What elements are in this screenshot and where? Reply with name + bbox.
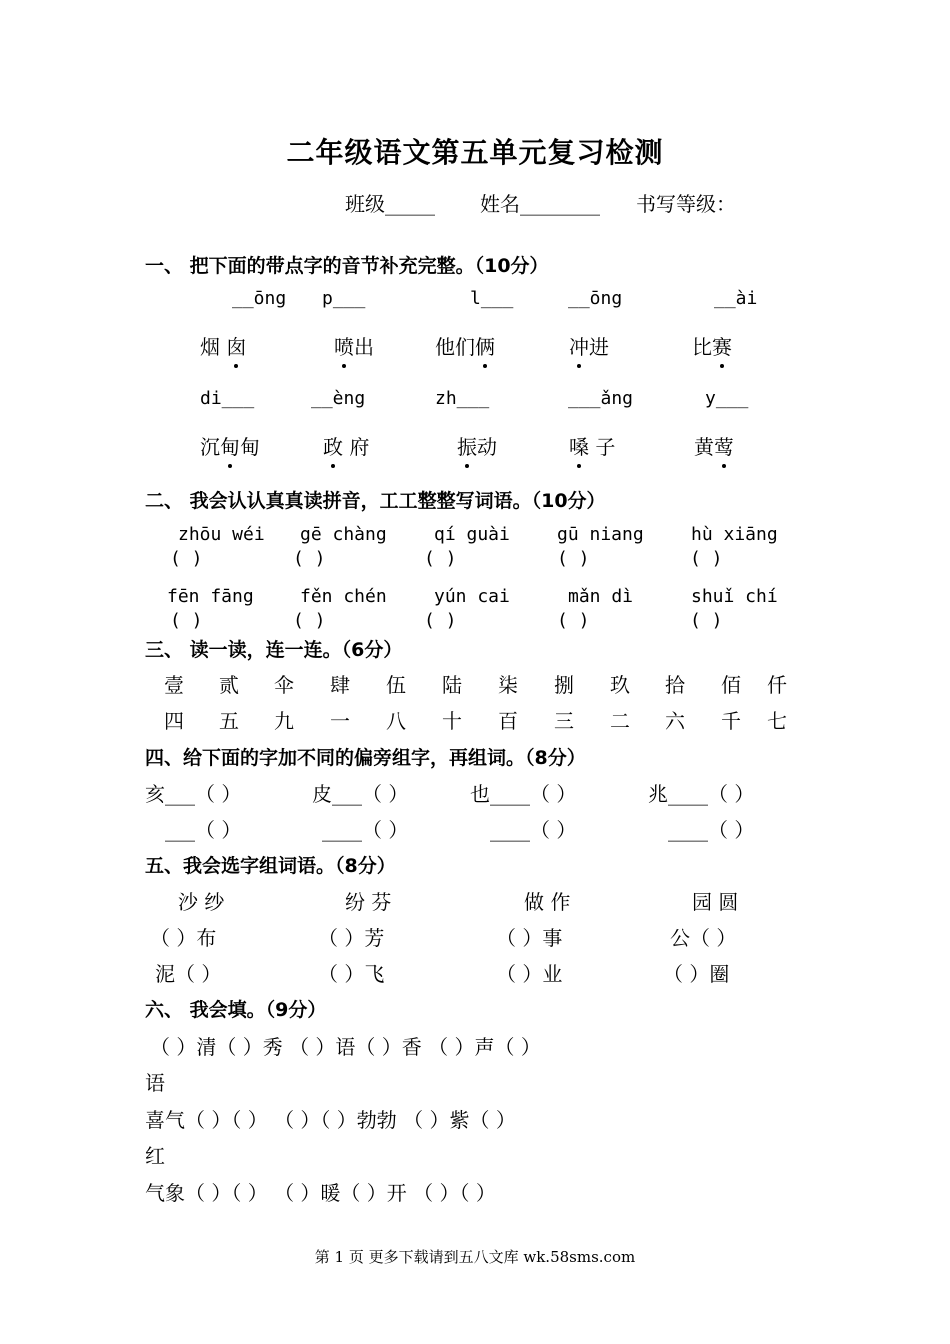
page-title: 二年级语文第五单元复习检测: [286, 136, 664, 169]
answer-paren: ( ): [690, 610, 723, 631]
s3-char-top: 拾: [665, 673, 685, 697]
s3-char-top: 玖: [610, 673, 630, 697]
s3-char-bottom: 四: [164, 709, 184, 733]
s2-pinyin: shuǐ chí: [691, 586, 778, 607]
s4-item: ____（ ）: [668, 818, 755, 842]
s1-word: 烟 囱: [200, 331, 246, 360]
s1-pinyin: zh___: [435, 388, 490, 409]
s2-pinyin: gū niang: [557, 524, 644, 545]
s1-pinyin: di___: [200, 388, 255, 409]
s5-item: （ ）事: [496, 926, 563, 950]
answer-paren: ( ): [424, 548, 457, 569]
s5-char-pair: 园 圆: [692, 890, 739, 914]
answer-paren: ( ): [557, 548, 590, 569]
s3-char-top: 壹: [164, 673, 184, 697]
section-1-heading: 一、 把下面的带点字的音节补充完整。（10分）: [145, 255, 549, 277]
s3-char-top: 伞: [274, 673, 294, 697]
s6-line-wrap: 红: [145, 1144, 165, 1168]
s3-char-top: 陆: [442, 673, 462, 697]
s3-char-top: 佰: [721, 673, 741, 697]
name-label: 姓名________: [480, 192, 600, 216]
s3-char-top: 贰: [219, 673, 239, 697]
s5-item: （ ）圈: [663, 962, 730, 986]
s1-pinyin: __ōng: [232, 288, 287, 309]
s5-item: （ ）飞: [318, 962, 385, 986]
answer-paren: ( ): [293, 548, 326, 569]
s1-word: 嗓 子: [569, 431, 615, 460]
s2-pinyin: fěn chén: [300, 586, 387, 607]
s1-pinyin: __ōng: [568, 288, 623, 309]
s5-char-pair: 纷 芬: [345, 890, 392, 914]
s2-pinyin: gē chàng: [300, 524, 387, 545]
s3-char-top: 柒: [498, 673, 518, 697]
class-label: 班级_____: [345, 192, 435, 216]
s1-pinyin: ___ǎng: [568, 388, 634, 409]
answer-paren: ( ): [557, 610, 590, 631]
s1-word: 他们俩: [435, 331, 495, 360]
s3-char-top: 肆: [330, 673, 350, 697]
s5-char-pair: 做 作: [524, 890, 571, 914]
s1-pinyin: l___: [470, 288, 514, 309]
section-5-heading: 五、我会选字组词语。（8分）: [145, 855, 396, 877]
s3-char-top: 捌: [554, 673, 574, 697]
s1-word: 政 府: [323, 431, 369, 460]
s2-pinyin: yún cai: [434, 586, 510, 607]
s4-item: 亥___（ ）: [145, 782, 242, 806]
s3-char-top: 伍: [386, 673, 406, 697]
s3-char-bottom: 五: [219, 709, 239, 733]
s6-line: 喜气（ ）（ ） （ ）（ ）勃勃 （ ）紫（ ）: [145, 1108, 516, 1132]
section-3-heading: 三、 读一读，连一连。（6分）: [145, 639, 403, 661]
section-2-heading: 二、 我会认认真真读拼音，工工整整写词语。（10分）: [145, 490, 606, 512]
s3-char-bottom: 一: [330, 709, 350, 733]
s1-word: 喷出: [334, 331, 374, 360]
s2-pinyin: mǎn dì: [568, 586, 634, 607]
section-6-heading: 六、 我会填。（9分）: [145, 999, 327, 1021]
s5-item: 公（ ）: [670, 926, 737, 950]
s3-char-bottom: 千: [721, 709, 741, 733]
answer-paren: ( ): [293, 610, 326, 631]
s3-char-bottom: 百: [498, 709, 518, 733]
s1-pinyin: y___: [705, 388, 749, 409]
s1-pinyin: __èng: [311, 388, 366, 409]
s1-word: 沉甸甸: [200, 431, 260, 460]
s3-char-bottom: 三: [554, 709, 574, 733]
grade-label: 书写等级：: [636, 192, 736, 216]
s4-item: ____（ ）: [490, 818, 577, 842]
s1-pinyin: __ài: [714, 288, 758, 309]
s6-line: 气象（ ）（ ） （ ）暖（ ）开 （ ）（ ）: [145, 1181, 496, 1205]
s1-pinyin: p___: [322, 288, 366, 309]
s3-char-bottom: 十: [442, 709, 462, 733]
s2-pinyin: qí guài: [434, 524, 510, 545]
s5-item: （ ）芳: [318, 926, 385, 950]
s3-char-bottom: 九: [274, 709, 294, 733]
s5-char-pair: 沙 纱: [178, 890, 225, 914]
s2-pinyin: hù xiāng: [691, 524, 778, 545]
s5-item: （ ）布: [150, 926, 217, 950]
s6-line-wrap: 语: [145, 1071, 165, 1095]
s5-item: 泥（ ）: [155, 962, 222, 986]
s3-char-bottom: 八: [386, 709, 406, 733]
s1-word: 比赛: [692, 331, 732, 360]
answer-paren: ( ): [170, 548, 203, 569]
s2-pinyin: fēn fāng: [167, 586, 254, 607]
s4-item: 皮___（ ）: [312, 782, 409, 806]
s4-item: 也____（ ）: [470, 782, 577, 806]
s3-char-bottom: 六: [665, 709, 685, 733]
s1-word: 冲进: [569, 331, 609, 360]
s4-item: ___（ ）: [165, 818, 242, 842]
s1-word: 黄莺: [694, 431, 734, 460]
page-footer: 第 1 页 更多下载请到五八文库 wk.58sms.com: [314, 1248, 636, 1266]
s6-line: （ ）清（ ）秀 （ ）语（ ）香 （ ）声（ ）: [150, 1035, 541, 1059]
s1-word: 振动: [457, 431, 497, 460]
answer-paren: ( ): [690, 548, 723, 569]
s3-char-top: 仟: [767, 673, 787, 697]
s4-item: ____（ ）: [322, 818, 409, 842]
s4-item: 兆____（ ）: [648, 782, 755, 806]
s3-char-bottom: 二: [610, 709, 630, 733]
s2-pinyin: zhōu wéi: [178, 524, 265, 545]
s5-item: （ ）业: [496, 962, 563, 986]
s3-char-bottom: 七: [767, 709, 787, 733]
section-4-heading: 四、给下面的字加不同的偏旁组字，再组词。（8分）: [145, 747, 586, 769]
answer-paren: ( ): [424, 610, 457, 631]
answer-paren: ( ): [170, 610, 203, 631]
